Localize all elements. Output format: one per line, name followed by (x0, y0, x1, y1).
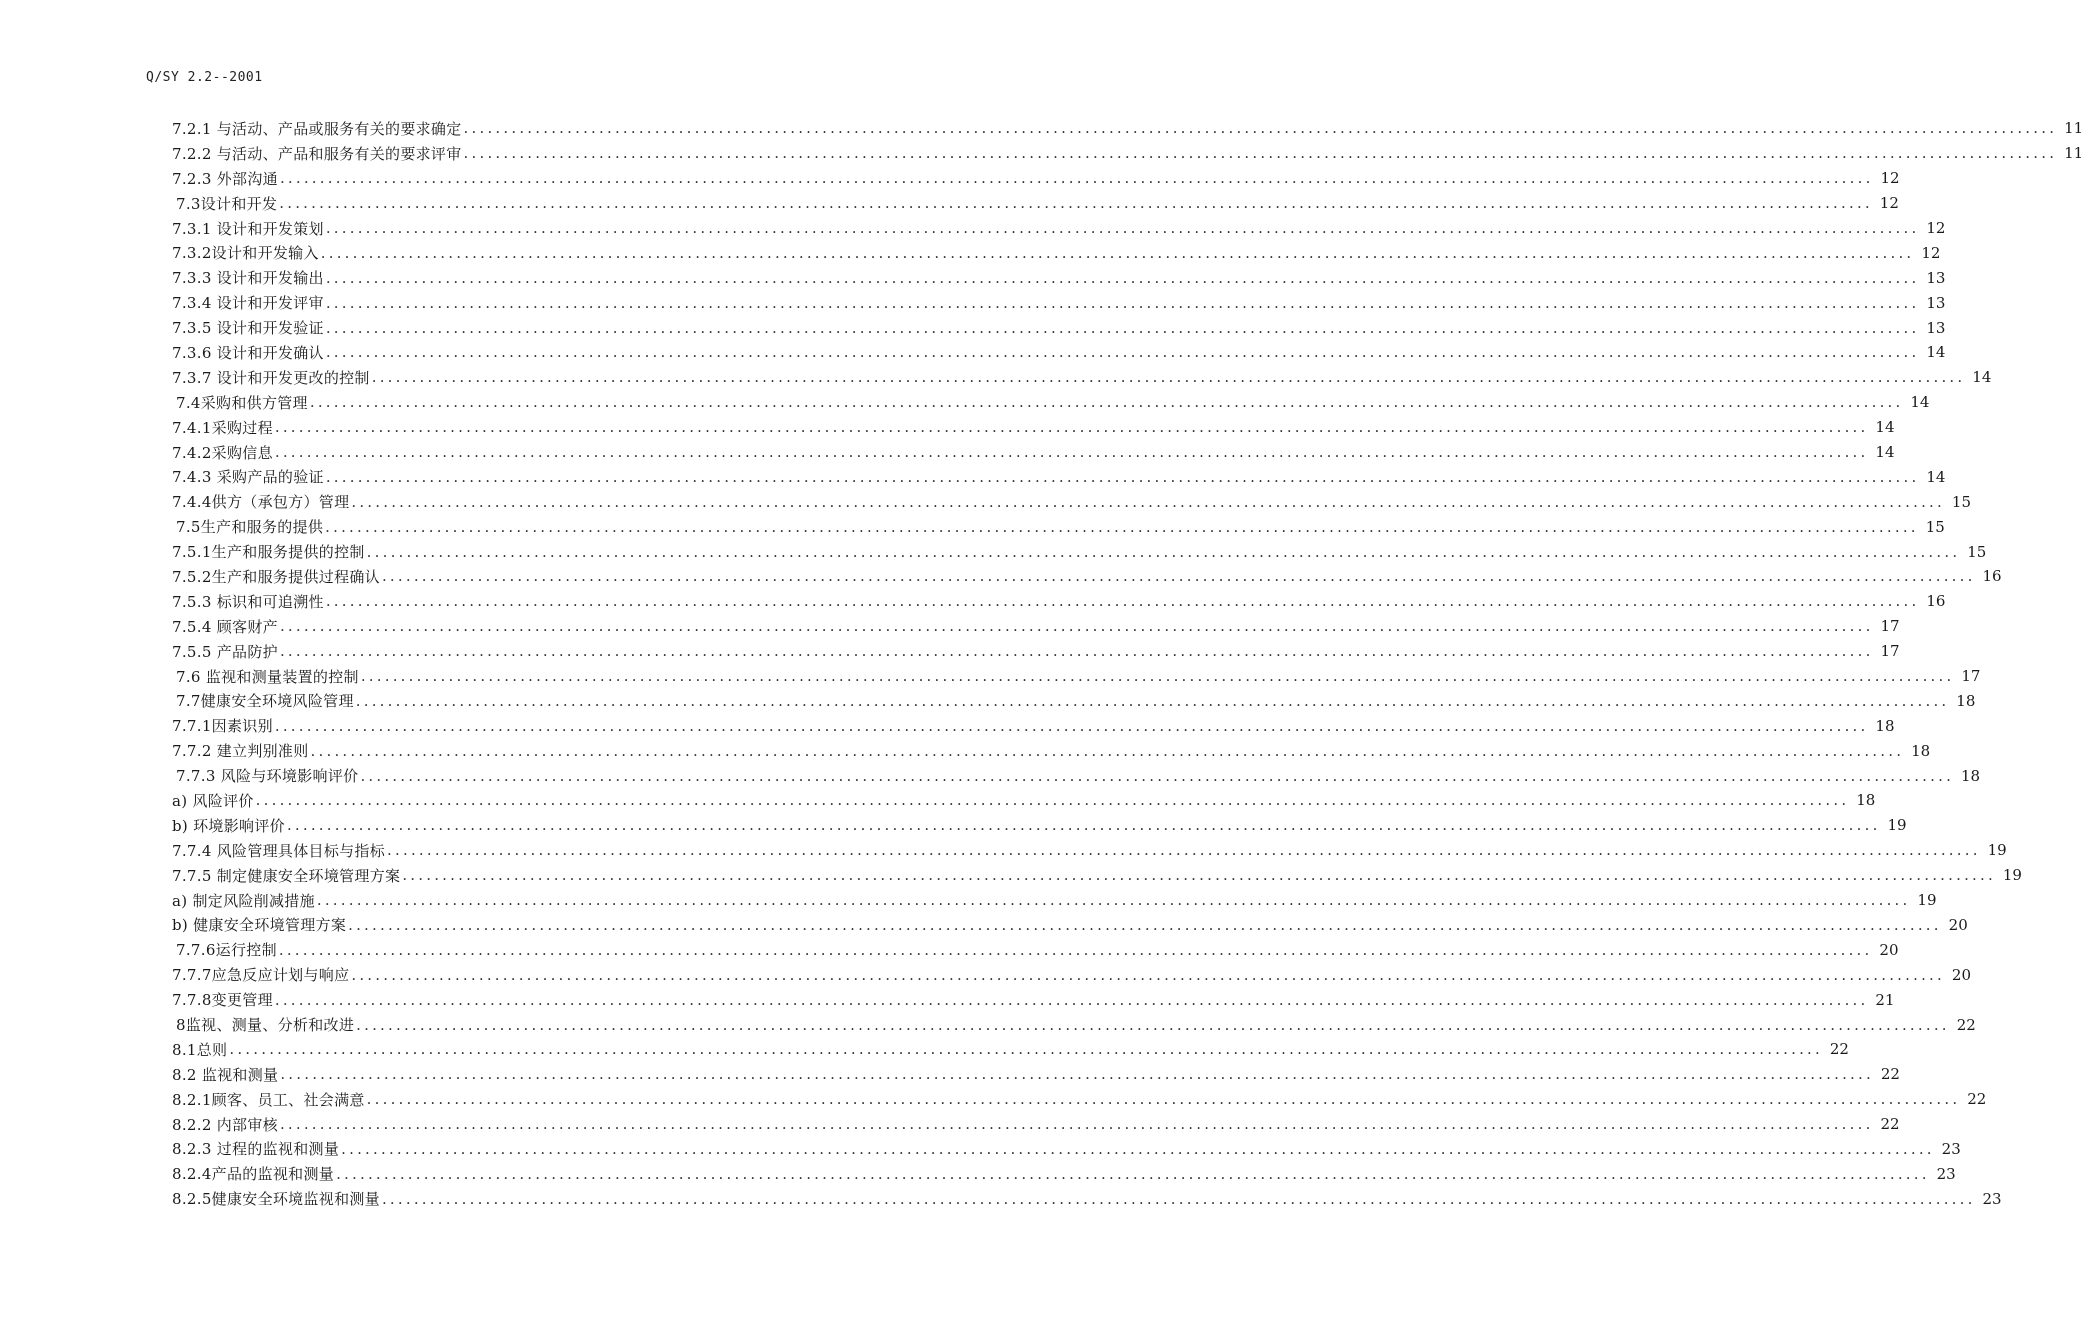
toc-page-number: 18 (1960, 766, 1981, 785)
toc-page-number: 14 (1910, 393, 1930, 412)
document-code-header: Q/SY 2.2--2001 (146, 70, 263, 85)
toc-dot-leader: ........................................................................................................................................................................................................ (402, 866, 1996, 885)
toc-dot-leader: ........................................................................................................................................................................................................ (351, 492, 1945, 511)
toc-entry-label: 8.2.3 过程的监视和测量 (172, 1140, 340, 1159)
toc-page-number: 13 (1926, 293, 1946, 312)
toc-entry-label: 7.7.6运行控制 (176, 941, 277, 960)
toc-entry[interactable] (172, 1062, 1900, 1087)
toc-page-number: 22 (1956, 1015, 1976, 1034)
toc-dot-leader: ........................................................................................................................................................................................................ (325, 592, 1920, 611)
toc-dot-leader: ........................................................................................................................................................................................................ (325, 343, 1920, 362)
toc-dot-leader: ........................................................................................................................................................................................................ (280, 1065, 1874, 1084)
toc-page-number: 16 (1926, 592, 1946, 611)
toc-page-number: 23 (1936, 1164, 1956, 1183)
toc-entry[interactable] (172, 788, 1876, 813)
toc-entry-label: 8.2.2 内部审核 (172, 1115, 278, 1134)
toc-entry-label: 7.3.3 设计和开发输出 (172, 269, 324, 288)
toc-entry[interactable] (172, 390, 1930, 415)
toc-entry[interactable] (172, 216, 1946, 241)
toc-entry[interactable] (172, 315, 1946, 340)
toc-entry[interactable] (172, 913, 1968, 938)
toc-dot-leader: ........................................................................................................................................................................................................ (325, 318, 1920, 337)
toc-entry-label: 7.3.4 设计和开发评审 (172, 294, 324, 313)
toc-page-number: 13 (1926, 318, 1946, 337)
toc-dot-leader: ........................................................................................................................................................................................................ (274, 418, 1869, 437)
toc-entry[interactable] (172, 937, 1899, 962)
toc-page-number: 15 (1951, 492, 1971, 511)
toc-entry[interactable] (172, 639, 1900, 664)
toc-entry-label: a) 风险评价 (172, 791, 254, 810)
toc-entry-label: 7.2.3 外部沟通 (172, 169, 278, 188)
toc-dot-leader: ........................................................................................................................................................................................................ (336, 1164, 1930, 1183)
toc-page-number: 12 (1921, 243, 1941, 262)
toc-dot-leader: ........................................................................................................................................................................................................ (325, 293, 1920, 312)
toc-entry-label: 7.3.2设计和开发输入 (172, 244, 319, 263)
toc-entry[interactable] (172, 340, 1946, 365)
toc-dot-leader: ........................................................................................................................................................................................................ (360, 667, 1955, 686)
toc-entry[interactable] (172, 265, 1946, 290)
toc-entry-label: 7.5生产和服务的提供 (176, 518, 324, 537)
toc-page-number: 14 (1926, 343, 1946, 362)
toc-page-number: 12 (1926, 219, 1946, 237)
toc-entry[interactable] (172, 664, 1981, 689)
toc-entry[interactable] (172, 191, 1899, 216)
toc-page-number: 20 (1879, 940, 1899, 959)
toc-entry-label: 7.7.2 建立判别准则 (172, 742, 309, 761)
toc-entry-label: 8.2.4产品的监视和测量 (172, 1165, 335, 1184)
toc-entry[interactable] (172, 863, 2022, 888)
toc-entry-label: 8.1总则 (172, 1040, 228, 1059)
toc-dot-leader: ........................................................................................................................................................................................................ (348, 915, 1942, 934)
toc-entry-label: 7.3.5 设计和开发验证 (172, 319, 324, 338)
toc-entry-label: 7.2.2 与活动、产品和服务有关的要求评审 (172, 144, 462, 163)
toc-entry-label: 7.7.3 风险与环境影响评价 (176, 767, 359, 786)
toc-dot-leader: ........................................................................................................................................................................................................ (341, 1139, 1935, 1158)
toc-page-number: 12 (1879, 194, 1899, 213)
toc-dot-leader: ........................................................................................................................................................................................................ (360, 766, 1955, 785)
toc-page-number: 19 (1917, 891, 1937, 910)
toc-dot-leader: ........................................................................................................................................................................................................ (320, 243, 1915, 262)
toc-entry[interactable] (172, 1112, 1900, 1137)
toc-page-number: 19 (1887, 816, 1907, 835)
toc-entry[interactable] (172, 1186, 2002, 1211)
toc-entry-label: 7.5.5 产品防护 (172, 642, 278, 661)
toc-dot-leader: ........................................................................................................................................................................................................ (279, 617, 1874, 636)
toc-page-number: 18 (1875, 716, 1895, 735)
toc-dot-leader: ........................................................................................................................................................................................................ (316, 891, 1911, 910)
toc-entry[interactable] (172, 1087, 1987, 1112)
toc-entry-label: 7.3设计和开发 (176, 194, 278, 213)
toc-entry-label: 7.7.5 制定健康安全环境管理方案 (172, 866, 401, 885)
toc-entry[interactable] (172, 888, 1937, 913)
toc-page-number: 14 (1875, 443, 1895, 462)
toc-page-number: 22 (1880, 1115, 1900, 1134)
toc-dot-leader: ........................................................................................................................................................................................................ (255, 791, 1850, 810)
toc-entry-label: 7.5.1生产和服务提供的控制 (172, 543, 365, 562)
toc-dot-leader: ........................................................................................................................................................................................................ (274, 443, 1869, 462)
toc-entry-label: 7.6 监视和测量装置的控制 (176, 667, 359, 686)
toc-entry-label: 7.4.3 采购产品的验证 (172, 468, 324, 487)
toc-entry[interactable] (172, 713, 1895, 738)
toc-page-number: 14 (1875, 418, 1895, 437)
toc-dot-leader: ........................................................................................................................................................................................................ (325, 268, 1920, 287)
toc-dot-leader: ........................................................................................................................................................................................................ (274, 990, 1869, 1009)
toc-entry[interactable] (172, 1012, 1976, 1037)
toc-dot-leader: ........................................................................................................................................................................................................ (310, 741, 1905, 760)
toc-dot-leader: ........................................................................................................................................................................................................ (274, 716, 1869, 735)
toc-page-number: 19 (2002, 866, 2022, 885)
table-of-contents (172, 116, 2083, 1211)
toc-dot-leader: ........................................................................................................................................................................................................ (279, 642, 1874, 661)
toc-entry-label: b) 环境影响评价 (172, 816, 285, 835)
toc-entry[interactable] (172, 838, 2007, 863)
toc-entry[interactable] (172, 365, 1992, 390)
toc-page-number: 17 (1880, 642, 1900, 661)
toc-page-number: 15 (1925, 517, 1945, 536)
toc-entry-label: 7.7健康安全环境风险管理 (176, 692, 354, 711)
toc-page-number: 15 (1967, 542, 1987, 561)
toc-entry-label: 8.2.5健康安全环境监视和测量 (172, 1190, 380, 1209)
toc-dot-leader: ........................................................................................................................................................................................................ (355, 691, 1950, 710)
toc-entry-label: a) 制定风险削减措施 (172, 891, 315, 910)
toc-page-number: 18 (1956, 691, 1976, 710)
toc-entry-label: 7.5.2生产和服务提供过程确认 (172, 567, 380, 586)
toc-entry-label: 7.3.7 设计和开发更改的控制 (172, 368, 370, 387)
toc-page-number: 22 (1880, 1065, 1900, 1084)
toc-entry-label: 7.4.1采购过程 (172, 418, 273, 437)
toc-page-number: 20 (1951, 965, 1971, 984)
toc-entry[interactable] (172, 1037, 1849, 1062)
toc-entry-label: 7.3.6 设计和开发确认 (172, 343, 324, 362)
toc-page-number: 14 (1972, 368, 1992, 387)
toc-entry[interactable] (172, 116, 2083, 141)
toc-entry-label: 7.2.1 与活动、产品或服务有关的要求确定 (172, 119, 462, 138)
toc-entry-label: 7.5.4 顾客财产 (172, 617, 278, 636)
toc-entry[interactable] (172, 987, 1895, 1012)
toc-entry-label: 7.4.2采购信息 (172, 443, 273, 462)
toc-dot-leader: ........................................................................................................................................................................................................ (371, 368, 1966, 387)
toc-page-number: 23 (1982, 1189, 2002, 1208)
toc-dot-leader: ........................................................................................................................................................................................................ (325, 219, 1920, 237)
toc-entry-label: 7.4.4供方（承包方）管理 (172, 493, 350, 512)
toc-entry-label: 7.7.1因素识别 (172, 717, 273, 736)
toc-entry-label: 8.2 监视和测量 (172, 1065, 279, 1084)
toc-dot-leader: ........................................................................................................................................................................................................ (366, 542, 1961, 561)
toc-dot-leader: ........................................................................................................................................................................................................ (381, 567, 1976, 586)
toc-page-number: 18 (1856, 791, 1876, 810)
toc-dot-leader: ........................................................................................................................................................................................................ (463, 119, 2058, 138)
toc-entry[interactable] (172, 141, 2083, 166)
toc-entry[interactable] (172, 589, 1946, 614)
toc-dot-leader: ........................................................................................................................................................................................................ (309, 393, 1904, 412)
toc-page-number: 22 (1829, 1040, 1849, 1059)
toc-entry-label: 8.2.1顾客、员工、社会满意 (172, 1090, 365, 1109)
toc-page-number: 19 (1987, 841, 2007, 860)
toc-entry-label: b) 健康安全环境管理方案 (172, 916, 347, 935)
toc-page-number: 20 (1948, 915, 1968, 934)
toc-dot-leader: ........................................................................................................................................................................................................ (351, 965, 1945, 984)
toc-entry-label: 7.7.7应急反应计划与响应 (172, 966, 350, 985)
toc-entry[interactable] (172, 962, 1971, 987)
toc-entry[interactable] (172, 738, 1931, 763)
toc-entry[interactable] (172, 688, 1976, 713)
toc-dot-leader: ........................................................................................................................................................................................................ (325, 517, 1919, 536)
toc-entry[interactable] (172, 166, 1900, 191)
toc-entry[interactable] (172, 464, 1946, 489)
toc-entry[interactable] (172, 614, 1900, 639)
toc-entry-label: 7.3.1 设计和开发策划 (172, 219, 324, 238)
toc-entry[interactable] (172, 240, 1941, 265)
toc-page-number: 11 (2064, 119, 2083, 138)
toc-entry[interactable] (172, 415, 1895, 440)
toc-dot-leader: ........................................................................................................................................................................................................ (279, 169, 1874, 188)
toc-page-number: 17 (1961, 667, 1981, 686)
toc-dot-leader: ........................................................................................................................................................................................................ (463, 144, 2058, 163)
toc-dot-leader: ........................................................................................................................................................................................................ (387, 841, 1981, 860)
toc-dot-leader: ........................................................................................................................................................................................................ (278, 940, 1873, 959)
toc-entry[interactable] (172, 489, 1971, 514)
toc-page-number: 18 (1911, 741, 1931, 760)
toc-entry[interactable] (172, 539, 1987, 564)
toc-entry-label: 7.5.3 标识和可追溯性 (172, 592, 324, 611)
toc-dot-leader: ........................................................................................................................................................................................................ (356, 1015, 1950, 1034)
toc-dot-leader: ........................................................................................................................................................................................................ (381, 1189, 1976, 1208)
toc-entry[interactable] (172, 514, 1945, 539)
toc-entry[interactable] (172, 813, 1907, 838)
toc-page-number: 23 (1941, 1139, 1961, 1158)
toc-entry-label: 7.4采购和供方管理 (176, 393, 308, 412)
toc-dot-leader: ........................................................................................................................................................................................................ (279, 1115, 1874, 1134)
toc-dot-leader: ........................................................................................................................................................................................................ (325, 467, 1920, 486)
toc-entry[interactable] (172, 290, 1946, 315)
toc-page-number: 21 (1875, 990, 1895, 1009)
toc-page-number: 13 (1926, 268, 1946, 287)
toc-page-number: 12 (1880, 169, 1900, 188)
toc-page-number: 22 (1967, 1090, 1987, 1109)
toc-page-number: 11 (2064, 144, 2083, 163)
toc-entry[interactable] (172, 1161, 1956, 1186)
toc-dot-leader: ........................................................................................................................................................................................................ (229, 1040, 1823, 1059)
toc-entry[interactable] (172, 564, 2002, 589)
toc-page-number: 17 (1880, 617, 1900, 636)
toc-dot-leader: ........................................................................................................................................................................................................ (366, 1090, 1961, 1109)
toc-entry-label: 7.7.8变更管理 (172, 991, 273, 1010)
toc-entry-label: 8监视、测量、分析和改进 (176, 1016, 355, 1034)
toc-page-number: 16 (1982, 567, 2002, 586)
toc-dot-leader: ........................................................................................................................................................................................................ (279, 194, 1873, 213)
toc-dot-leader: ........................................................................................................................................................................................................ (286, 816, 1881, 835)
toc-page-number: 14 (1926, 467, 1946, 486)
toc-entry[interactable] (172, 1137, 1961, 1162)
toc-entry[interactable] (172, 440, 1895, 465)
toc-entry[interactable] (172, 763, 1981, 788)
toc-entry-label: 7.7.4 风险管理具体目标与指标 (172, 841, 386, 860)
